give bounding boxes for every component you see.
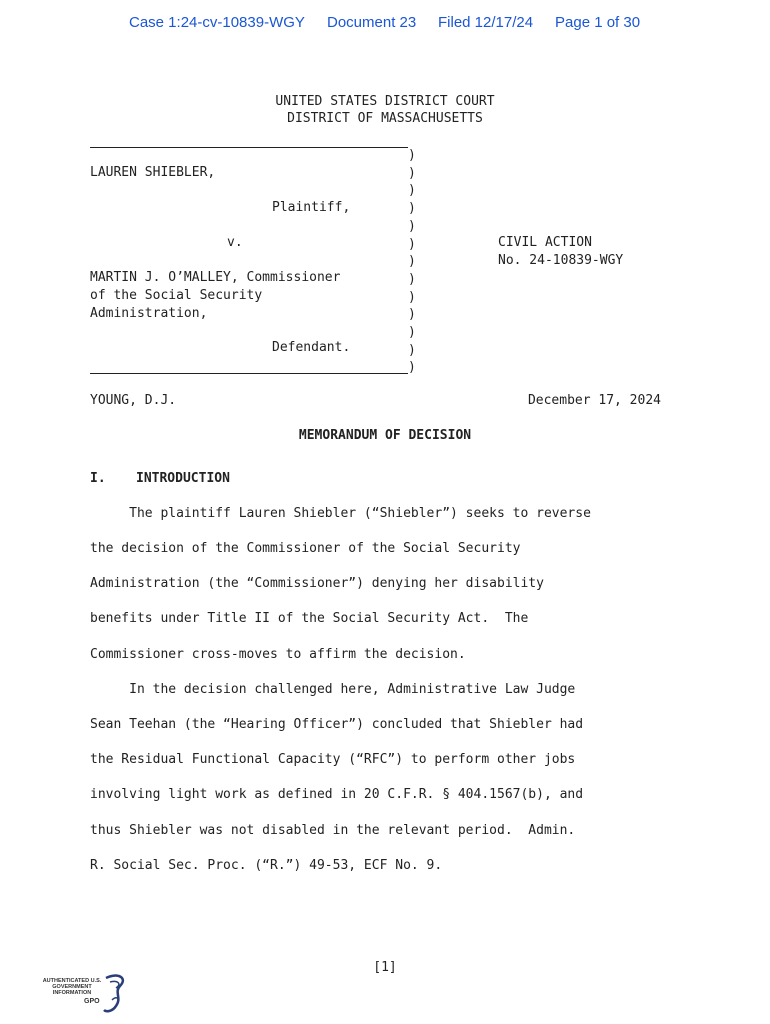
defendant-line-2: of the Social Security: [90, 288, 263, 303]
section-number: I.: [90, 471, 106, 486]
page-indicator: Page 1 of 30: [555, 14, 641, 31]
defendant-role: Defendant.: [272, 340, 351, 355]
defendant-line-1: MARTIN J. O’MALLEY, Commissioner: [90, 270, 341, 285]
decision-date: December 17, 2024: [527, 393, 661, 408]
defendant-line-3: Administration,: [90, 306, 208, 321]
paragraph-line: benefits under Title II of the Social Security Act. The: [90, 611, 529, 626]
plaintiff-name: LAUREN SHIEBLER,: [90, 165, 216, 180]
caption-paren-column: ) ) ) ) ) ) ) ) ) ) ) ) ): [408, 148, 416, 376]
paragraph-line: Administration (the “Commissioner”) denying her disability: [90, 576, 544, 591]
paragraph-line: the Residual Functional Capacity (“RFC”) to perform other jobs: [90, 752, 576, 767]
seal-label: GPO: [84, 998, 100, 1005]
versus: v.: [227, 235, 243, 250]
court-district: DISTRICT OF MASSACHUSETTS: [287, 111, 483, 126]
paragraph-line: thus Shiebler was not disabled in the relevant period. Admin.: [90, 823, 576, 838]
filed-date: Filed 12/17/24: [438, 14, 534, 31]
seal-text: AUTHENTICATED U.S. GOVERNMENT INFORMATION: [42, 978, 102, 996]
civil-action-label: CIVIL ACTION: [498, 235, 592, 250]
paragraph-line: involving light work as defined in 20 C.F.R. § 404.1567(b), and: [90, 787, 584, 802]
caption-bottom-rule: [90, 373, 408, 374]
judge-name: YOUNG, D.J.: [90, 393, 177, 408]
paragraph-line: The plaintiff Lauren Shiebler (“Shiebler”) seeks to reverse: [90, 506, 591, 521]
paragraph-line: R. Social Sec. Proc. (“R.”) 49-53, ECF No. 9.: [90, 858, 443, 873]
paragraph-line: the decision of the Commissioner of the Social Security: [90, 541, 521, 556]
memorandum-title: MEMORANDUM OF DECISION: [298, 428, 472, 443]
section-heading: INTRODUCTION: [136, 471, 230, 486]
gpo-authentication-seal: [42, 970, 132, 1018]
paragraph-line: Sean Teehan (the “Hearing Officer”) concluded that Shiebler had: [90, 717, 584, 732]
plaintiff-role: Plaintiff,: [272, 200, 351, 215]
eagle-icon: [100, 972, 130, 1016]
court-name: UNITED STATES DISTRICT COURT: [275, 94, 495, 109]
caption-top-rule: [90, 147, 408, 148]
page-number: [1]: [373, 960, 397, 975]
civil-action-number: No. 24-10839-WGY: [498, 253, 624, 268]
paragraph-line: Commissioner cross-moves to affirm the decision.: [90, 647, 466, 662]
document-number: Document 23: [327, 14, 417, 31]
paragraph-line: In the decision challenged here, Administrative Law Judge: [90, 682, 576, 697]
case-number: Case 1:24-cv-10839-WGY: [129, 14, 305, 31]
